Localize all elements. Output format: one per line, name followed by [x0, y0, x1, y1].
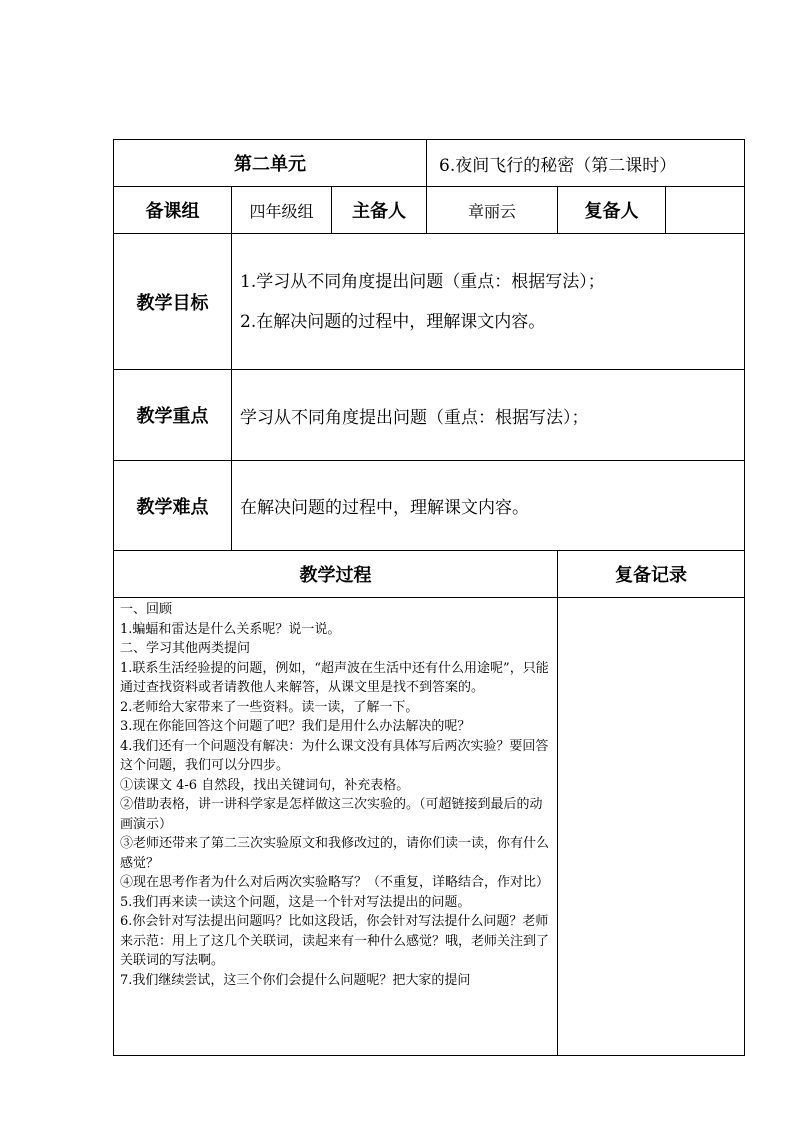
lesson-plan-page [113, 139, 744, 1056]
group-value: 四年级组 [232, 187, 332, 234]
objectives-content [232, 234, 745, 370]
review-prep-value [666, 187, 745, 234]
objective-item: 1.学习从不同角度提出问题（重点：根据写法）； [240, 271, 605, 292]
process-line: ④现在思考作者为什么对后两次实验略写？（不重复，详略结合，作对比） [120, 875, 550, 890]
lesson-title: 6.夜间飞行的秘密（第二课时） [427, 140, 745, 187]
group-label: 备课组 [114, 187, 232, 234]
process-line: ①读课文 4-6 自然段，找出关键词句，补充表格。 [120, 777, 410, 793]
process-line: 3.现在你能回答这个问题了吧？我们是用什么办法解决的呢？ [120, 719, 471, 734]
objectives-label: 教学目标 [114, 234, 232, 370]
process-title: 教学过程 [114, 551, 558, 598]
unit-title: 第二单元 [114, 140, 427, 187]
process-line: 5.我们再来读一读这个问题，这是一个针对写法提出的问题。 [120, 894, 471, 910]
review-prep-label: 复备人 [558, 187, 666, 234]
main-prep-label: 主备人 [332, 187, 427, 234]
process-line: 二、学习其他两类提问 [120, 641, 251, 656]
lesson-plan-table [113, 139, 745, 1056]
difficulty-label: 教学难点 [114, 461, 232, 551]
header-row [114, 140, 745, 187]
notes-content [558, 598, 745, 1056]
objective-item: 2.在解决问题的过程中，理解课文内容。 [240, 311, 546, 332]
process-line: 1.蝙蝠和雷达是什么关系呢？说一说。 [120, 621, 341, 637]
process-line: 4.我们还有一个问题没有解决：为什么课文没有具体写后两次实验？要回答这个问题，我们可以分四步。 [120, 738, 549, 773]
process-header-row [114, 551, 745, 598]
process-line: 一、回顾 [120, 602, 173, 617]
main-prep-value: 章丽云 [427, 187, 558, 234]
process-content [114, 598, 558, 1056]
objectives-row [114, 234, 745, 370]
process-line: 1.联系生活经验提的问题，例如，“超声波在生活中还有什么用途呢”，只能通过查找资料或者请教他人来解答，从课文里是找不到答案的。 [120, 660, 549, 695]
process-content-row [114, 598, 745, 1056]
notes-title: 复备记录 [558, 551, 745, 598]
process-line: ②借助表格，讲一讲科学家是怎样做这三次实验的。（可超链接到最后的动画演示） [120, 797, 543, 832]
difficulty-text: 在解决问题的过程中，理解课文内容。 [232, 461, 745, 551]
process-line: ③老师还带来了第二三次实验原文和我修改过的，请你们读一读，你有什么感觉？ [120, 836, 550, 871]
process-line: 2.老师给大家带来了一些资料。读一读，了解一下。 [120, 699, 419, 715]
key-point-label: 教学重点 [114, 370, 232, 461]
key-point-text: 学习从不同角度提出问题（重点：根据写法）； [232, 370, 745, 461]
difficulty-row [114, 461, 745, 551]
process-line: 6.你会针对写法提出问题吗？比如这段话，你会针对写法提什么问题？老师来示范：用上了这几个关联词，读起来有一种什么感觉？哦，老师关注到了关联词的写法啊。 [120, 914, 550, 968]
key-point-row [114, 370, 745, 461]
info-row [114, 187, 745, 234]
process-line: 7.我们继续尝试，这三个你们会提什么问题呢？把大家的提问 [120, 972, 471, 988]
